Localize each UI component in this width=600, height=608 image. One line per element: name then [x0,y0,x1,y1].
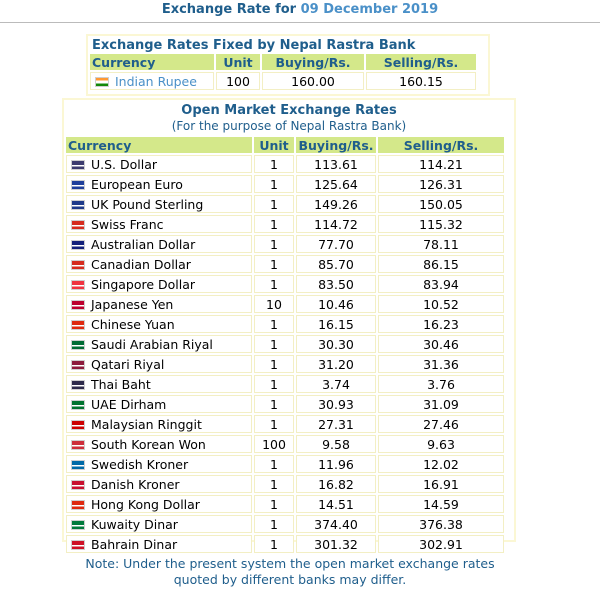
thailand-flag-icon [71,380,85,390]
selling-cell: 10.52 [378,295,504,313]
buying-cell: 85.70 [296,255,376,273]
rate-row [66,515,504,533]
page-title [0,0,600,22]
open-market-panel [62,98,516,552]
unit-cell: 1 [254,355,294,373]
unit-cell: 100 [254,435,294,453]
us-flag-icon [71,160,85,170]
unit-cell: 10 [254,295,294,313]
selling-cell: 14.59 [378,495,504,513]
header-divider [0,22,600,23]
unit-cell: 1 [254,195,294,213]
buying-cell: 31.20 [296,355,376,373]
selling-cell: 31.09 [378,395,504,413]
selling-cell: 376.38 [378,515,504,533]
selling-cell: 115.32 [378,215,504,233]
selling-cell: 31.36 [378,355,504,373]
currency-cell [66,295,252,313]
buying-cell: 16.15 [296,315,376,333]
col-selling: Selling/Rs. [366,54,476,70]
currency-cell [66,275,252,293]
col-currency: Currency [90,54,214,70]
selling-cell: 27.46 [378,415,504,433]
buying-cell: 301.32 [296,535,376,553]
rate-row [66,375,504,393]
selling-cell: 9.63 [378,435,504,453]
currency-name: Saudi Arabian Riyal [91,336,213,352]
buying-cell: 114.72 [296,215,376,233]
currency-cell [66,455,252,473]
currency-name: Singapore Dollar [91,276,196,292]
currency-cell [66,495,252,513]
open-market-header-row [66,137,504,153]
selling-cell: 30.46 [378,335,504,353]
unit-cell: 1 [254,415,294,433]
selling-cell: 83.94 [378,275,504,293]
title-prefix: Exchange Rate for [161,2,297,17]
selling-cell: 160.15 [366,72,476,90]
currency-cell [66,255,252,273]
bahrain-flag-icon [71,540,85,550]
rate-row [66,195,504,213]
canada-flag-icon [71,260,85,270]
currency-name: Canadian Dollar [91,256,191,272]
currency-cell [66,415,252,433]
hongkong-flag-icon [71,500,85,510]
rate-row [66,255,504,273]
unit-cell: 1 [254,375,294,393]
unit-cell: 1 [254,235,294,253]
rate-row [66,155,504,173]
note-line-1: Note: Under the present system the open market exchange rates [85,556,495,571]
unit-cell: 1 [254,155,294,173]
currency-link-indian-rupee[interactable]: Indian Rupee [115,73,197,89]
col-selling: Selling/Rs. [378,137,504,153]
fixed-rate-row [90,72,476,90]
fixed-rates-header-row [90,54,476,70]
rate-row [66,475,504,493]
buying-cell: 149.26 [296,195,376,213]
currency-name: Hong Kong Dollar [91,496,200,512]
currency-cell[interactable] [90,72,214,90]
unit-cell: 1 [254,535,294,553]
currency-name: Australian Dollar [91,236,196,252]
buying-cell: 30.30 [296,335,376,353]
rate-row [66,215,504,233]
col-buying: Buying/Rs. [262,54,364,70]
currency-cell [66,195,252,213]
buying-cell: 374.40 [296,515,376,533]
selling-cell: 3.76 [378,375,504,393]
rate-row [66,455,504,473]
swiss-flag-icon [71,220,85,230]
rate-row [66,495,504,513]
currency-name: Malaysian Ringgit [91,416,202,432]
selling-cell: 86.15 [378,255,504,273]
buying-cell: 10.46 [296,295,376,313]
rate-row [66,435,504,453]
china-flag-icon [71,320,85,330]
japan-flag-icon [71,300,85,310]
buying-cell: 30.93 [296,395,376,413]
note-line-2: quoted by different banks may differ. [173,572,407,587]
india-flag-icon [95,77,109,87]
malaysia-flag-icon [71,420,85,430]
buying-cell: 3.74 [296,375,376,393]
currency-name: UAE Dirham [91,396,167,412]
currency-name: Japanese Yen [91,296,174,312]
rate-row [66,355,504,373]
rate-row [66,175,504,193]
buying-cell: 83.50 [296,275,376,293]
unit-cell: 1 [254,215,294,233]
denmark-flag-icon [71,480,85,490]
unit-cell: 100 [216,72,260,90]
uk-flag-icon [71,200,85,210]
buying-cell: 125.64 [296,175,376,193]
currency-name: European Euro [91,176,183,192]
col-unit: Unit [216,54,260,70]
saudi-flag-icon [71,340,85,350]
selling-cell: 126.31 [378,175,504,193]
unit-cell: 1 [254,475,294,493]
eu-flag-icon [71,180,85,190]
unit-cell: 1 [254,455,294,473]
selling-cell: 78.11 [378,235,504,253]
unit-cell: 1 [254,175,294,193]
currency-cell [66,395,252,413]
buying-cell: 16.82 [296,475,376,493]
buying-cell: 160.00 [262,72,364,90]
selling-cell: 150.05 [378,195,504,213]
currency-cell [66,335,252,353]
rate-row [66,235,504,253]
currency-cell [66,235,252,253]
unit-cell: 1 [254,255,294,273]
currency-name: Swiss Franc [91,216,164,232]
unit-cell: 1 [254,515,294,533]
col-unit: Unit [254,137,294,153]
rate-row [66,315,504,333]
open-market-subtitle: (For the purpose of Nepal Rastra Bank) [171,119,407,133]
unit-cell: 1 [254,315,294,333]
selling-cell: 114.21 [378,155,504,173]
currency-name: Danish Kroner [91,476,180,492]
currency-name: Qatari Riyal [91,356,165,372]
buying-cell: 14.51 [296,495,376,513]
unit-cell: 1 [254,395,294,413]
currency-cell [66,175,252,193]
currency-name: South Korean Won [91,436,206,452]
rate-row [66,415,504,433]
kuwait-flag-icon [71,520,85,530]
col-currency: Currency [66,137,252,153]
rate-row [66,275,504,293]
fixed-rates-table [88,52,478,92]
selling-cell: 16.91 [378,475,504,493]
fixed-rates-title: Exchange Rates Fixed by Nepal Rastra Bank [92,38,416,53]
currency-cell [66,315,252,333]
qatar-flag-icon [71,360,85,370]
rate-row [66,295,504,313]
currency-cell [66,355,252,373]
open-market-table [64,135,506,555]
unit-cell: 1 [254,335,294,353]
selling-cell: 302.91 [378,535,504,553]
title-date: 09 December 2019 [300,2,439,17]
rate-row [66,395,504,413]
fixed-rates-panel [86,34,490,96]
currency-cell [66,215,252,233]
currency-cell [66,155,252,173]
singapore-flag-icon [71,280,85,290]
unit-cell: 1 [254,495,294,513]
col-buying: Buying/Rs. [296,137,376,153]
rate-row [66,335,504,353]
uae-flag-icon [71,400,85,410]
sweden-flag-icon [71,460,85,470]
buying-cell: 9.58 [296,435,376,453]
currency-name: Thai Baht [91,376,151,392]
currency-name: Bahrain Dinar [91,536,178,552]
selling-cell: 16.23 [378,315,504,333]
footer-note [0,556,580,588]
open-market-title: Open Market Exchange Rates [181,103,397,118]
buying-cell: 77.70 [296,235,376,253]
currency-cell [66,375,252,393]
buying-cell: 11.96 [296,455,376,473]
currency-name: Kuwaity Dinar [91,516,178,532]
currency-name: UK Pound Sterling [91,196,204,212]
currency-cell [66,515,252,533]
rate-row [66,535,504,553]
currency-cell [66,435,252,453]
korea-flag-icon [71,440,85,450]
selling-cell: 12.02 [378,455,504,473]
buying-cell: 113.61 [296,155,376,173]
australia-flag-icon [71,240,85,250]
currency-name: Chinese Yuan [91,316,175,332]
currency-name: U.S. Dollar [91,156,158,172]
currency-cell [66,475,252,493]
currency-name: Swedish Kroner [91,456,189,472]
currency-cell [66,535,252,553]
unit-cell: 1 [254,275,294,293]
buying-cell: 27.31 [296,415,376,433]
